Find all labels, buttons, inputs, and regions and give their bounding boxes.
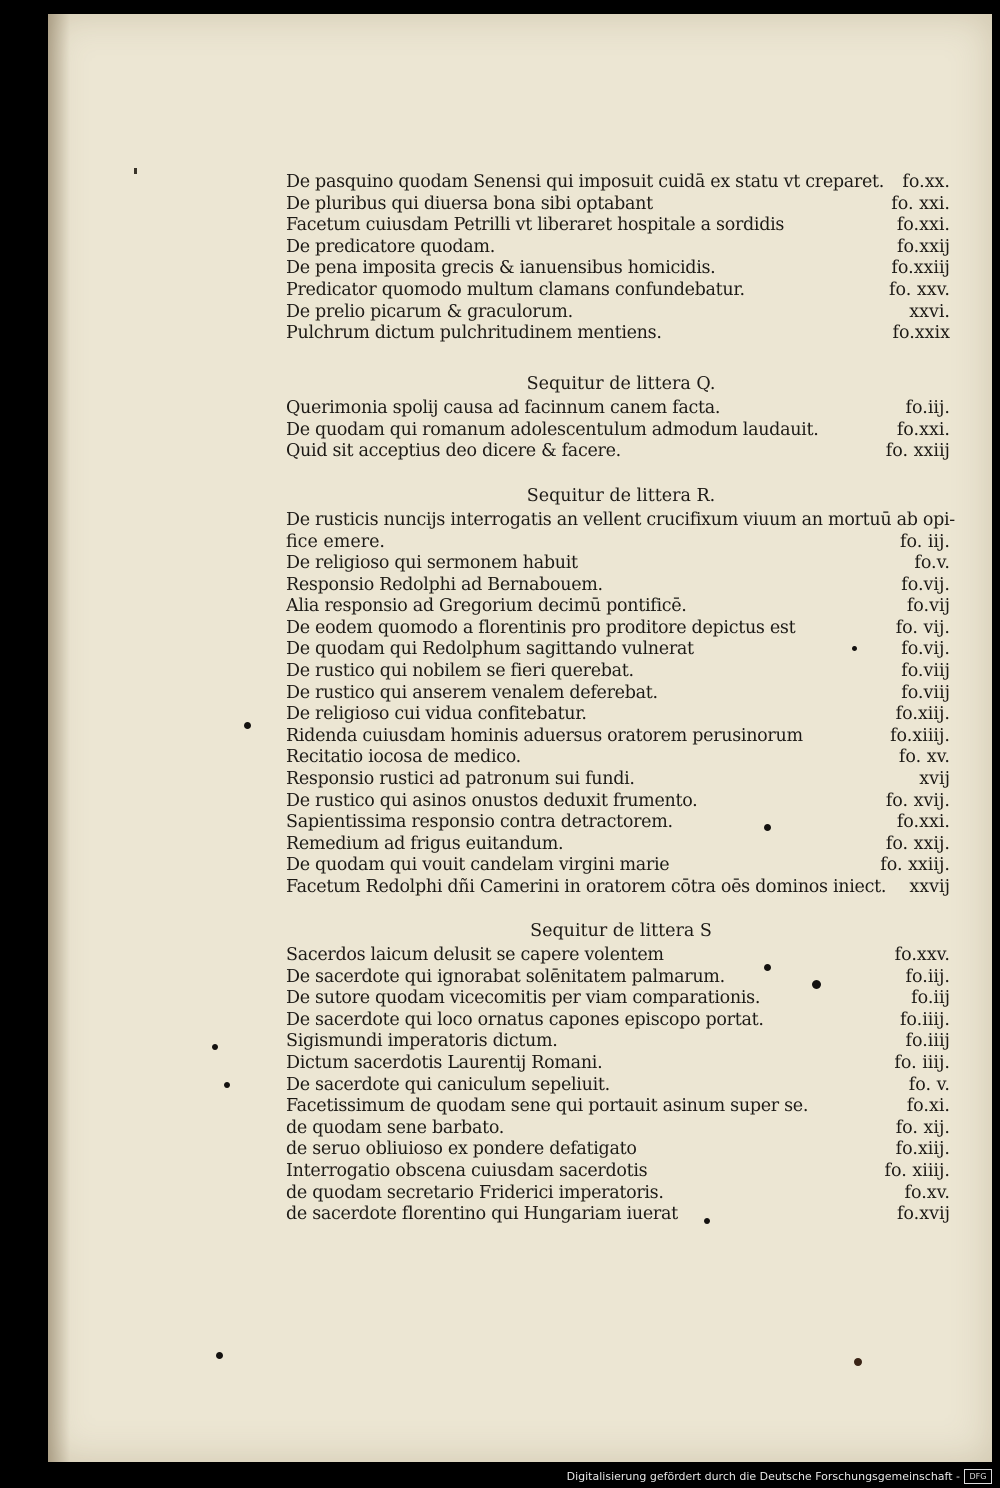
entry-folio: fo.xiij.: [895, 704, 950, 725]
index-entry: [286, 398, 950, 420]
entry-folio: xxvij: [909, 876, 950, 897]
index-entry: [286, 812, 950, 834]
entry-text: Recitatio iocosa de medico.: [286, 747, 521, 768]
index-entry: [286, 945, 950, 967]
ink-spot: [216, 1352, 223, 1359]
entry-text: Querimonia spolij causa ad facinnum canem facta.: [286, 398, 721, 418]
index-entry: [286, 575, 950, 597]
entry-text-continued: fice emere.: [286, 531, 385, 552]
entry-folio: fo.iiij: [905, 1031, 950, 1052]
footer-credit: Digitalisierung gefördert durch die Deutsche Forschungsgemeinschaft -: [566, 1470, 960, 1483]
entry-folio: fo.iiij.: [899, 1009, 950, 1030]
entry-text: De sacerdote qui caniculum sepeliuit.: [286, 1074, 610, 1095]
index-entry: [286, 1075, 950, 1097]
entry-text: De pasquino quodam Senensi qui imposuit cuidā ex statu vt creparet.: [286, 172, 885, 192]
entry-folio: fo.iij.: [905, 966, 950, 987]
entry-folio: fo.xxij: [896, 236, 950, 257]
section-s: [286, 921, 950, 1226]
entry-text: De prelio picarum & graculorum.: [286, 301, 573, 322]
entry-text: De religioso qui sermonem habuit: [286, 553, 578, 573]
entry-text: de sacerdote florentino qui Hungariam iuerat: [286, 1204, 678, 1225]
entry-folio: fo. vij.: [895, 617, 950, 638]
index-entry: [286, 1031, 950, 1053]
digitization-footer: [0, 1466, 1000, 1488]
index-entry: [286, 441, 950, 463]
entry-text: Responsio Redolphi ad Bernabouem.: [286, 574, 603, 595]
entry-text: Dictum sacerdotis Laurentij Romani.: [286, 1052, 603, 1073]
entry-text: De quodam qui vouit candelam virgini marie: [286, 855, 670, 876]
entry-text: De quodam qui Redolphum sagittando vulnerat: [286, 639, 694, 660]
index-entry: [286, 704, 950, 726]
ink-spot: [244, 722, 251, 729]
index-entry: [286, 834, 950, 856]
entry-folio: fo.viij: [901, 660, 950, 681]
entry-text: Pulchrum dictum pulchritudinem mentiens.: [286, 323, 662, 344]
ink-spot: [224, 1082, 230, 1088]
entry-text: Alia responsio ad Gregorium decimū pontificē.: [286, 596, 687, 617]
section-q: [286, 374, 950, 463]
index-entry: [286, 237, 950, 259]
entry-text: De rustico qui nobilem se fieri querebat.: [286, 660, 634, 681]
index-entry: [286, 323, 950, 345]
entry-text: de quodam sene barbato.: [286, 1117, 505, 1138]
ink-spot: [812, 980, 821, 989]
index-entry: [286, 258, 950, 280]
index-entry: [286, 1118, 950, 1140]
entry-folio: fo. xxi.: [891, 193, 950, 214]
entry-text: De pena imposita grecis & ianuensibus homicidis.: [286, 258, 716, 279]
entry-folio: xxvi.: [909, 301, 950, 322]
page-mark: [134, 168, 137, 174]
index-entry: [286, 618, 950, 640]
index-entry: [286, 747, 950, 769]
entry-text: De rusticis nuncijs interrogatis an vellent crucifixum viuum an mortuū ab opi-: [286, 510, 955, 530]
index-entry: [286, 1139, 950, 1161]
entry-text: Predicator quomodo multum clamans confundebatur.: [286, 279, 745, 300]
entry-folio: fo. iij.: [899, 531, 950, 552]
entry-text: De religioso cui vidua confitebatur.: [286, 704, 587, 725]
index-entry: [286, 988, 950, 1010]
entry-text: de quodam secretario Friderici imperatoris.: [286, 1182, 664, 1203]
entry-folio: fo. v.: [908, 1074, 950, 1095]
index-entry: [286, 172, 950, 194]
entry-folio: fo.iij.: [905, 398, 950, 418]
entry-text: Interrogatio obscena cuiusdam sacerdotis: [286, 1160, 648, 1181]
ink-spot: [852, 646, 857, 651]
entry-folio: fo.vij.: [901, 574, 950, 595]
index-entry: [286, 877, 950, 899]
ink-spot: [704, 1218, 710, 1224]
section-r: [286, 486, 955, 899]
entry-text: De quodam qui romanum adolescentulum admodum laudauit.: [286, 419, 819, 440]
entry-folio: fo. iiij.: [894, 1052, 950, 1073]
index-entry: [286, 1053, 950, 1075]
index-entry: [286, 596, 950, 618]
entry-folio: fo. xxij.: [885, 833, 950, 854]
entry-folio: fo.iij: [911, 988, 950, 1009]
entry-folio: fo.xxiij: [891, 258, 950, 279]
entry-text: Facetum cuiusdam Petrilli vt liberaret hospitale a sordidis: [286, 215, 785, 236]
entry-folio: xvij: [919, 768, 950, 789]
index-entry: [286, 510, 955, 553]
entry-folio: fo.xv.: [904, 1182, 950, 1203]
entry-text: De rustico qui anserem venalem deferebat.: [286, 682, 658, 703]
ink-spot: [764, 824, 771, 831]
entry-text: Sapientissima responsio contra detractorem.: [286, 812, 673, 833]
index-entry: [286, 194, 950, 216]
ink-spot: [764, 964, 771, 971]
entry-folio: fo.xxix: [892, 323, 950, 344]
section-heading-r: Sequitur de littera R.: [526, 486, 716, 506]
index-entry: [286, 726, 950, 748]
entry-text: Facetum Redolphi dñi Camerini in oratorem cōtra oēs dominos iniect.: [286, 876, 887, 897]
index-entry: [286, 661, 950, 683]
entry-folio: fo.xi.: [906, 1096, 950, 1117]
entry-folio: fo. xxv.: [889, 279, 950, 300]
entry-folio: fo.viij: [901, 682, 950, 703]
section-heading-s: Sequitur de littera S: [530, 921, 712, 941]
entry-folio: fo. xxiij.: [880, 855, 950, 876]
ink-spot: [212, 1044, 218, 1050]
entry-folio: fo.xvij: [896, 1204, 950, 1225]
entry-text: Ridenda cuiusdam hominis aduersus oratorem perusinorum: [286, 725, 803, 746]
entry-folio: fo.xiij.: [895, 1139, 950, 1160]
entry-text: Sacerdos laicum delusit se capere volentem: [286, 945, 664, 965]
entry-text: De sutore quodam vicecomitis per viam comparationis.: [286, 988, 761, 1009]
index-entry: [286, 1010, 950, 1032]
book-page: [48, 14, 992, 1462]
index-entry: [286, 420, 950, 442]
dfg-logo: DFG: [964, 1469, 992, 1484]
entry-text: de seruo obliuioso ex pondere defatigato: [286, 1139, 637, 1160]
index-entry: [286, 683, 950, 705]
index-entry: [286, 280, 950, 302]
entry-text: De eodem quomodo a florentinis pro proditore depictus est: [286, 617, 796, 638]
entry-text: De rustico qui asinos onustos deduxit frumento.: [286, 790, 698, 811]
entry-text: De sacerdote qui loco ornatus capones episcopo portat.: [286, 1009, 764, 1030]
entry-text: Responsio rustici ad patronum sui fundi.: [286, 768, 635, 789]
entry-folio: fo.v.: [914, 553, 950, 573]
entry-folio: fo.xxi.: [896, 419, 950, 440]
index-entry: [286, 302, 950, 324]
entry-folio: fo.xxi.: [896, 215, 950, 236]
index-entry: [286, 639, 950, 661]
entry-text: Remedium ad frigus euitandum.: [286, 833, 564, 854]
index-entry: [286, 1161, 950, 1183]
section-heading-q: Sequitur de littera Q.: [526, 374, 716, 394]
index-entry: [286, 215, 950, 237]
entry-text: Quid sit acceptius deo dicere & facere.: [286, 441, 621, 462]
index-entry: [286, 855, 950, 877]
entry-text: De pluribus qui diuersa bona sibi optabant: [286, 193, 653, 214]
index-entry: [286, 1183, 950, 1205]
index-entry: [286, 769, 950, 791]
index-entry: [286, 1204, 950, 1226]
entry-folio: fo. xvij.: [885, 790, 950, 811]
section-p: [286, 172, 950, 345]
entry-folio: fo. xiiij.: [884, 1160, 950, 1181]
entry-folio: fo. xv.: [898, 747, 950, 768]
entry-text: Sigismundi imperatoris dictum.: [286, 1031, 558, 1052]
entry-text: De predicatore quodam.: [286, 236, 495, 257]
entry-folio: fo.xiiij.: [890, 725, 950, 746]
entry-folio: fo.xxv.: [894, 945, 950, 965]
index-entry: [286, 791, 950, 813]
entry-folio: fo.vij.: [901, 639, 950, 660]
entry-folio: fo. xij.: [895, 1117, 950, 1138]
index-entry: [286, 1096, 950, 1118]
entry-folio: fo.xx.: [902, 172, 950, 192]
entry-text: Facetissimum de quodam sene qui portauit asinum super se.: [286, 1096, 809, 1117]
index-entry: [286, 967, 950, 989]
entry-folio: fo. xxiij: [885, 441, 950, 462]
entry-text: De sacerdote qui ignorabat solēnitatem palmarum.: [286, 966, 725, 987]
entry-folio: fo.xxi.: [896, 812, 950, 833]
ink-spot: [854, 1358, 862, 1366]
entry-folio: fo.vij: [906, 596, 950, 617]
index-entry: [286, 553, 950, 575]
